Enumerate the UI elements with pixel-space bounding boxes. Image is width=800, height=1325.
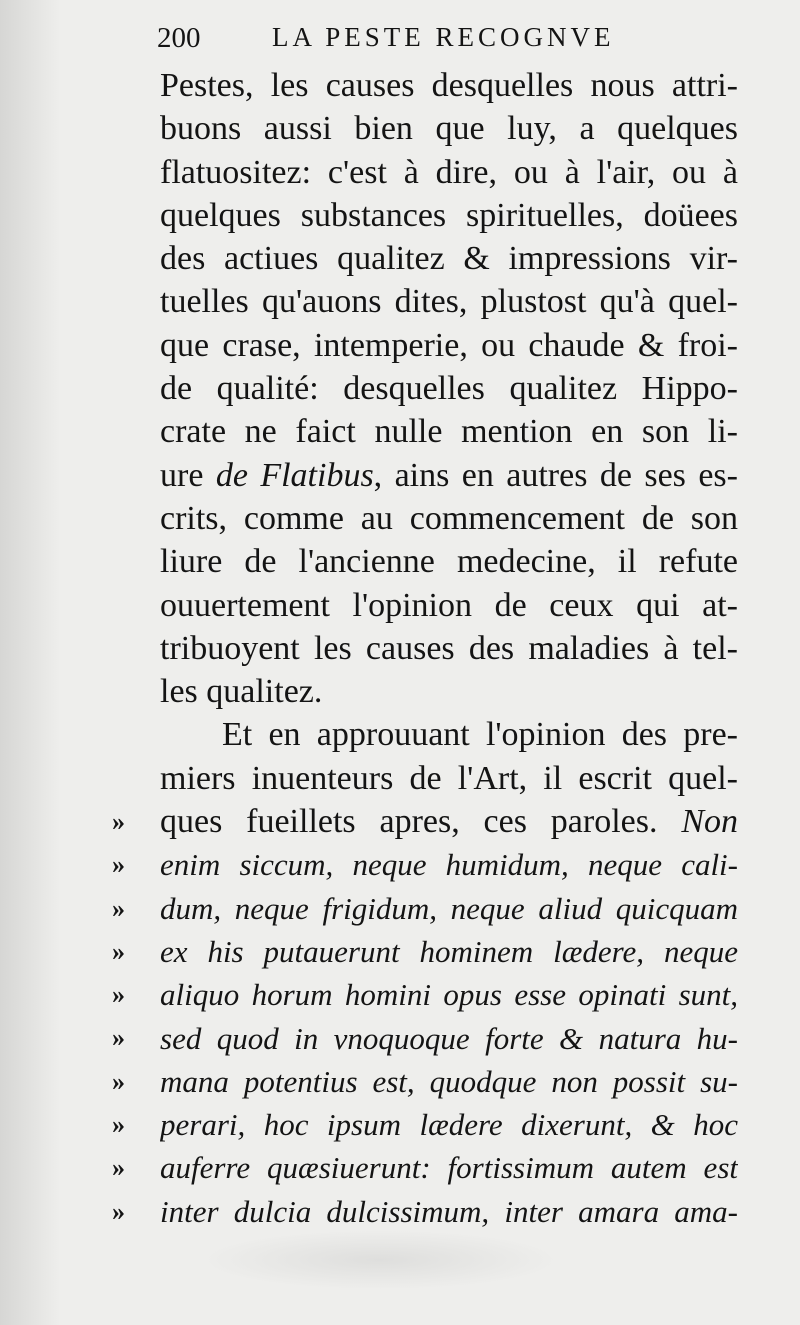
quotation-mark: » <box>112 893 125 923</box>
text-line: liure de l'ancienne medecine, il refute <box>160 543 738 581</box>
body-text <box>160 64 738 1233</box>
latin-quote-line: ex his putauerunt hominem lædere, neque <box>160 933 738 969</box>
text-run: ure <box>160 456 216 494</box>
page-number: 200 <box>157 22 201 54</box>
quotation-mark: » <box>112 807 125 836</box>
latin-quote-line: aliquo horum homini opus esse opinati sunt, <box>160 977 738 1013</box>
text-line <box>160 454 738 497</box>
text-line-indented: Et en approuuant l'opinion des pre- <box>222 716 738 754</box>
gutter-shadow <box>0 0 60 1325</box>
latin-quote-line: sed quod in vnoquoque forte & natura hu- <box>160 1020 738 1056</box>
text-run: ques fueillets apres, ces paroles. <box>160 803 682 841</box>
latin-quote-line: perari, hoc ipsum lædere dixerunt, & hoc <box>160 1107 738 1143</box>
quotation-mark: » <box>112 1023 125 1053</box>
running-title: LA PESTE RECOGNVE <box>272 22 615 52</box>
quotation-mark: » <box>112 1196 125 1226</box>
quotation-mark: » <box>112 1153 125 1183</box>
text-line: Pestes, les causes desquelles nous attri- <box>160 67 738 104</box>
text-line: ouuertement l'opinion de ceux qui at- <box>160 586 738 624</box>
text-line: quelques substances spirituelles, doüees <box>160 196 738 234</box>
quotation-mark: » <box>112 1110 125 1140</box>
text-line: des actiues qualitez & impressions vir- <box>160 240 738 278</box>
text-line: crits, comme au commencement de son <box>160 499 738 537</box>
text-line: les qualitez. <box>160 673 323 711</box>
text-line: que crase, intemperie, ou chaude & froi- <box>160 326 738 364</box>
latin-quote-line: auferre quæsiuerunt: fortissimum autem est <box>160 1150 738 1186</box>
text-line: de qualité: desquelles qualitez Hippo- <box>160 370 738 408</box>
text-line: miers inuenteurs de l'Art, il escrit quel- <box>160 759 738 797</box>
quotation-mark: » <box>112 980 125 1010</box>
latin-quote-line: mana potentius est, quodque non possit su- <box>160 1063 738 1099</box>
quotation-mark: » <box>112 1066 125 1096</box>
text-line: tuelles qu'auons dites, plustost qu'à quel- <box>160 283 738 321</box>
latin-quote-line: enim siccum, neque humidum, neque cali- <box>160 847 738 883</box>
quotation-mark: » <box>112 850 125 880</box>
text-line: flatuositez: c'est à dire, ou à l'air, ou à <box>160 153 738 191</box>
quotation-marks-margin <box>112 800 152 1233</box>
text-run: , ains en autres de ses es- <box>373 456 738 494</box>
show-through-bleed <box>200 1230 560 1290</box>
latin-quote-line: dum, neque frigidum, neque aliud quicquam <box>160 890 738 926</box>
text-line: tribuoyent les causes des maladies à tel- <box>160 629 738 667</box>
book-title-italic: de Flatibus <box>215 456 374 494</box>
page-header <box>157 22 747 62</box>
latin-quote-line: inter dulcia dulcissimum, inter amara ama- <box>160 1193 738 1229</box>
quotation-mark: » <box>112 936 125 966</box>
text-line: crate ne faict nulle mention en son li- <box>160 413 738 451</box>
text-line <box>160 800 738 843</box>
text-line: buons aussi bien que luy, a quelques <box>160 110 738 148</box>
latin-quote-start: Non <box>681 803 738 841</box>
